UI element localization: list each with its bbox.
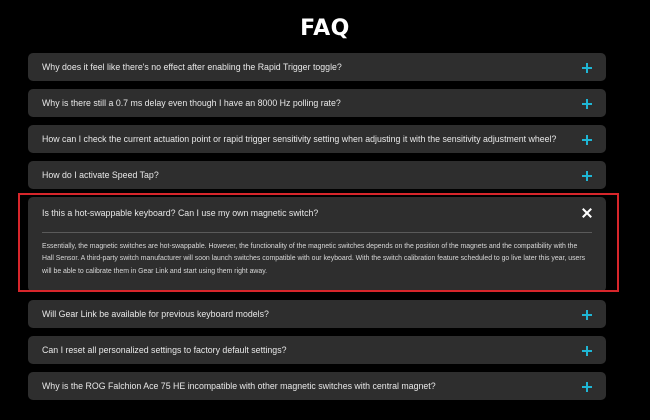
faq-question[interactable]: Is this a hot-swappable keyboard? Can I use my own magnetic switch? <box>42 208 319 218</box>
plus-icon[interactable] <box>582 346 592 356</box>
faq-item-actuation-point[interactable] <box>28 125 606 153</box>
plus-icon[interactable] <box>582 171 592 181</box>
faq-item-factory-reset[interactable] <box>28 336 606 364</box>
faq-item-rapid-trigger[interactable] <box>28 53 606 81</box>
faq-question[interactable]: Why does it feel like there's no effect after enabling the Rapid Trigger toggle? <box>42 62 342 72</box>
faq-item-central-magnet[interactable] <box>28 372 606 400</box>
faq-question[interactable]: How can I check the current actuation point or rapid trigger sensitivity setting when adjusting it with the sensitivity adjustment wheel? <box>42 134 557 144</box>
faq-question[interactable]: How do I activate Speed Tap? <box>42 170 159 180</box>
plus-icon[interactable] <box>582 310 592 320</box>
faq-list <box>28 53 606 408</box>
faq-question[interactable]: Will Gear Link be available for previous keyboard models? <box>42 309 269 319</box>
plus-icon[interactable] <box>582 99 592 109</box>
faq-question[interactable]: Why is the ROG Falchion Ace 75 HE incompatible with other magnetic switches with central magnet? <box>42 381 436 391</box>
faq-question[interactable]: Can I reset all personalized settings to factory default settings? <box>42 345 287 355</box>
divider <box>42 232 592 233</box>
faq-item-hot-swappable[interactable] <box>28 197 606 292</box>
faq-item-polling-delay[interactable] <box>28 89 606 117</box>
page-title: FAQ <box>300 16 350 41</box>
close-icon[interactable] <box>582 208 592 218</box>
faq-item-gear-link[interactable] <box>28 300 606 328</box>
faq-item-speed-tap[interactable] <box>28 161 606 189</box>
plus-icon[interactable] <box>582 135 592 145</box>
plus-icon[interactable] <box>582 63 592 73</box>
faq-answer: Essentially, the magnetic switches are hot-swappable. However, the functionality of the magnetic switches depends on the position of the magnets and the compatibility with the Hall Sensor. A third-party switch manufacturer will soon launch switches compatible with our keyboard. With the switch calibration feature scheduled to go live later this year, users will be able to calibrate them in Gear Link and start using them right away. <box>42 243 586 275</box>
plus-icon[interactable] <box>582 382 592 392</box>
faq-question[interactable]: Why is there still a 0.7 ms delay even though I have an 8000 Hz polling rate? <box>42 98 341 108</box>
